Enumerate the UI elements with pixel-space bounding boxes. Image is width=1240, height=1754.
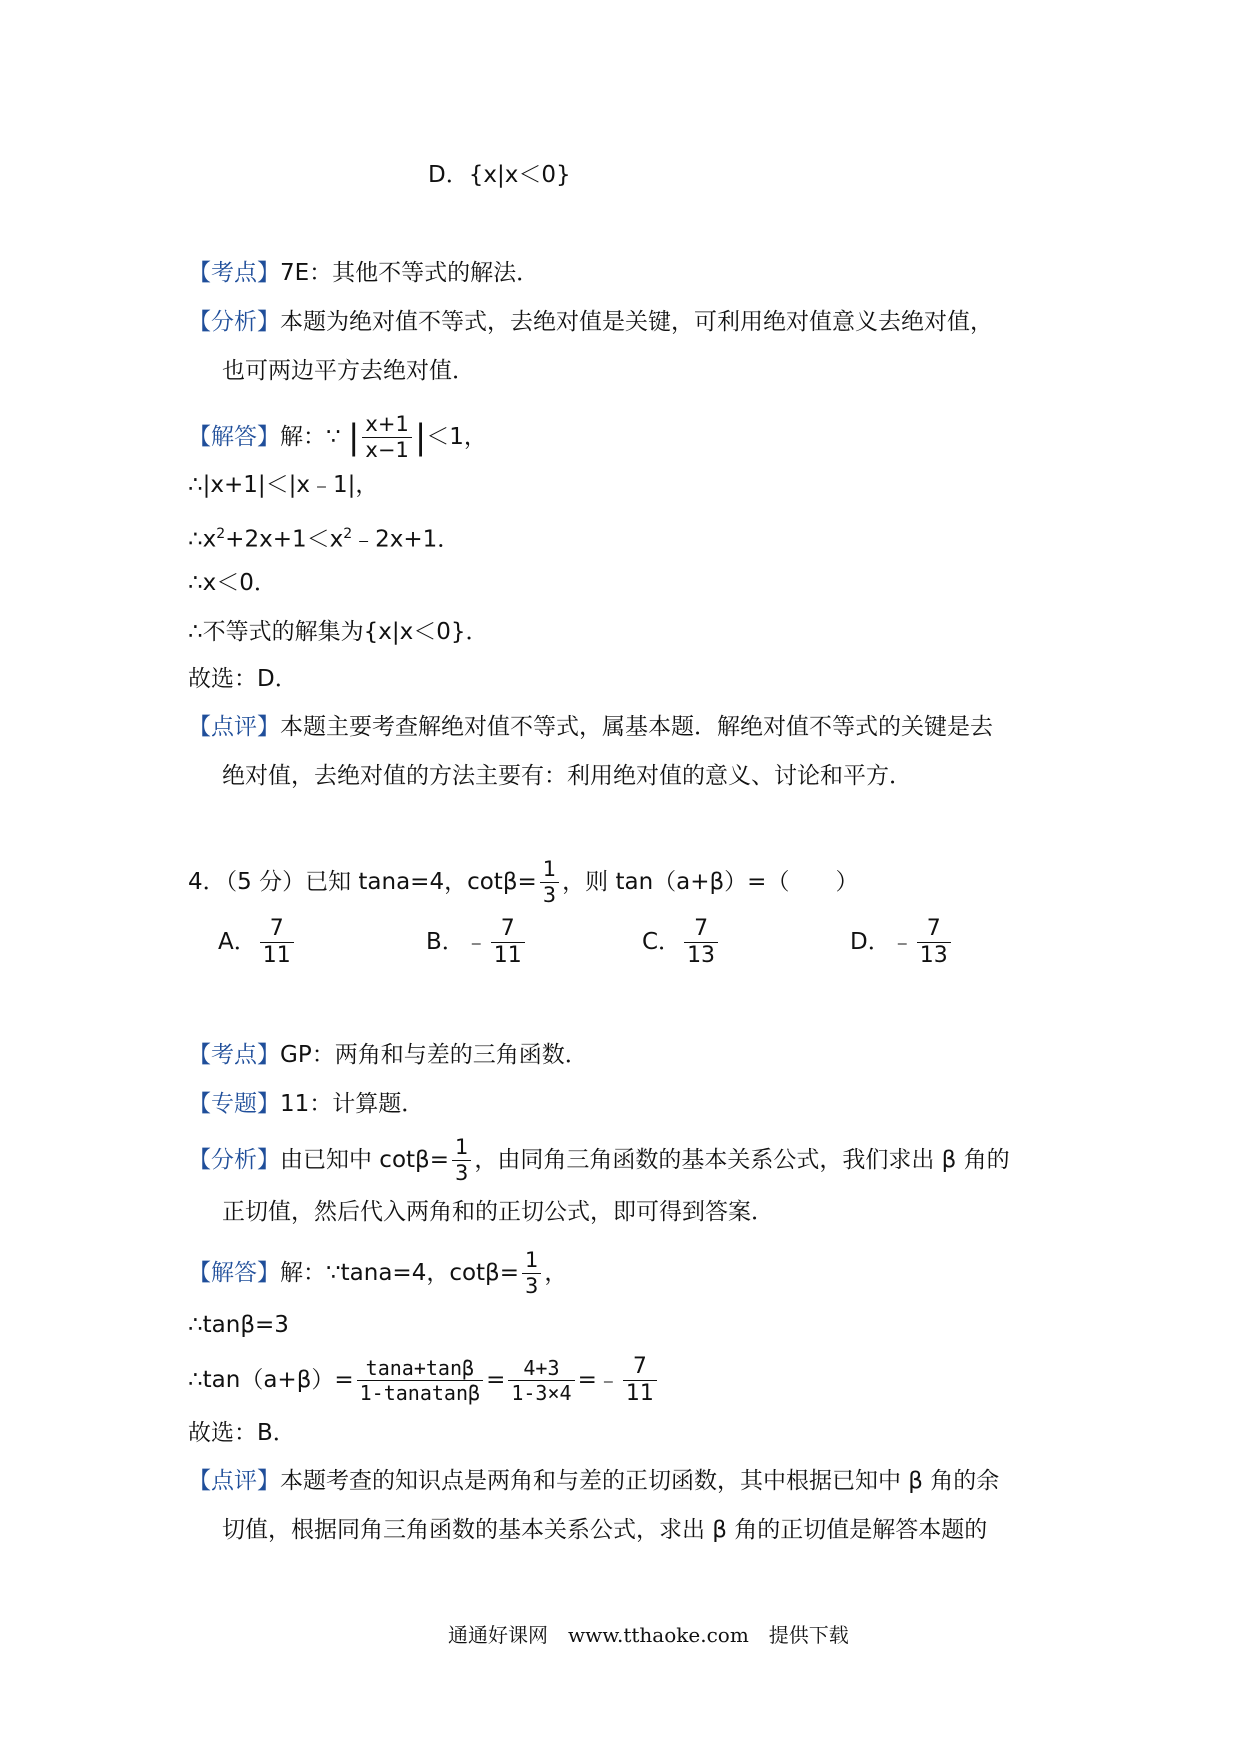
fraction-numerator: 1: [542, 857, 557, 881]
kaodian-text: 7E：其他不等式的解法．: [280, 260, 540, 286]
fraction-numerator: 4+3: [523, 1356, 560, 1380]
stem-fraction: [540, 859, 559, 906]
q4-step2: [188, 1350, 660, 1410]
jieda-part-a: 解：∵tana=4，cotβ=: [280, 1260, 520, 1286]
option-fraction: [917, 918, 951, 967]
option-label: A．: [218, 929, 257, 955]
q3-dianping-cont: 绝对值，去绝对值的方法主要有：利用绝对值的意义、讨论和平方．: [222, 763, 912, 789]
q4-fenxi: [188, 1130, 1010, 1190]
kaodian-tag: 【考点】: [188, 1042, 280, 1068]
equals-negative: =﹣: [577, 1367, 620, 1393]
q3-jieda: [188, 407, 487, 467]
superscript-two: 2: [343, 526, 353, 542]
q4-kaodian: [188, 1040, 588, 1070]
q3-fenxi-cont: 也可两边平方去绝对值．: [222, 358, 475, 384]
fraction-denominator: 11: [491, 942, 525, 967]
option-d-previous: D．{x|x＜0}: [428, 162, 571, 188]
option-sign: ﹣: [890, 929, 914, 955]
fraction-numerator: 7: [632, 1354, 647, 1379]
fenxi-text: 本题为绝对值不等式，去绝对值是关键，可利用绝对值意义去绝对值，: [280, 309, 993, 335]
result-fraction: [623, 1356, 657, 1405]
q3-fenxi: [188, 307, 993, 337]
jieda-tag: 【解答】: [188, 424, 280, 450]
q4-option-c[interactable]: [642, 918, 721, 967]
stem-part-b: ，则 tan（a+β）=（ ）: [562, 869, 859, 895]
option-label: C．: [642, 929, 682, 955]
step2-part-a: ∴tan（a+β）=: [188, 1367, 354, 1393]
fraction-denominator: 1-3×4: [508, 1380, 574, 1403]
kaodian-tag: 【考点】: [188, 260, 280, 286]
fraction-numerator: 7: [926, 916, 941, 941]
fraction-denominator: 3: [522, 1273, 541, 1297]
jieda-fraction: [522, 1250, 541, 1297]
q3-step4: ∴不等式的解集为{x|x＜0}．: [188, 619, 489, 645]
option-fraction: [260, 918, 294, 967]
q3-step3: ∴x＜0．: [188, 570, 277, 596]
fraction-denominator: 11: [623, 1380, 657, 1405]
fenxi-tag: 【分析】: [188, 309, 280, 335]
option-sign: ﹣: [464, 929, 488, 955]
superscript-two: 2: [216, 526, 226, 542]
q4-step1: ∴tanβ=3: [188, 1312, 289, 1338]
fraction-denominator: 1-tanatanβ: [357, 1380, 483, 1403]
fraction-numerator: 7: [500, 916, 515, 941]
zhuanti-text: 11：计算题．: [280, 1091, 425, 1117]
fraction-numerator: 1: [455, 1135, 469, 1159]
zhuanti-tag: 【专题】: [188, 1091, 280, 1117]
jieda-suffix: ＜1，: [426, 424, 487, 450]
step2-part-a: ∴x: [188, 526, 217, 553]
kaodian-text: GP：两角和与差的三角函数．: [280, 1042, 588, 1068]
fraction-numerator: 7: [269, 916, 284, 941]
q4-jieda: [188, 1243, 567, 1303]
abs-bar-left: |: [347, 417, 360, 458]
fraction-denominator: x−1: [362, 437, 411, 461]
dianping-text: 本题主要考查解绝对值不等式，属基本题．解绝对值不等式的关键是去: [280, 714, 993, 740]
option-fraction: [491, 918, 525, 967]
fraction-numerator: 7: [694, 916, 709, 941]
fenxi-part-b: ，由同角三角函数的基本关系公式，我们求出 β 角的: [474, 1147, 1010, 1173]
fraction-numerator: 1: [525, 1248, 539, 1272]
jieda-prefix: 解：∵: [280, 424, 341, 450]
fraction-denominator: 3: [452, 1160, 471, 1184]
equals-sign: =: [486, 1367, 506, 1393]
abs-bar-right: |: [414, 417, 427, 458]
option-label: D．: [850, 929, 891, 955]
option-label: B．: [426, 929, 465, 955]
dianping-tag: 【点评】: [188, 1468, 280, 1494]
q4-option-a[interactable]: [218, 918, 297, 967]
q3-choose: 故选：D．: [188, 666, 298, 692]
q4-dianping: [188, 1466, 999, 1496]
q3-kaodian: [188, 258, 539, 288]
step2-part-b: +2x+1＜x: [225, 526, 344, 553]
q3-step1: ∴|x+1|＜|x﹣1|，: [188, 472, 379, 498]
q4-option-b[interactable]: [426, 918, 528, 967]
step2-part-c: ﹣2x+1．: [352, 526, 461, 553]
q4-dianping-cont: 切值，根据同角三角函数的基本关系公式，求出 β 角的正切值是解答本题的: [222, 1517, 988, 1543]
q4-zhuanti: [188, 1089, 424, 1119]
q4-choose: 故选：B．: [188, 1420, 296, 1446]
jieda-tag: 【解答】: [188, 1260, 280, 1286]
fenxi-fraction: [452, 1137, 471, 1184]
fenxi-tag: 【分析】: [188, 1147, 280, 1173]
fraction-denominator: 11: [260, 942, 294, 967]
fenxi-part-a: 由已知中 cotβ=: [280, 1147, 449, 1173]
fraction-denominator: 3: [540, 882, 559, 906]
fraction-denominator: 13: [917, 942, 951, 967]
q3-step2: [188, 519, 460, 555]
jieda-part-b: ，: [544, 1260, 568, 1286]
dianping-text: 本题考查的知识点是两角和与差的正切函数，其中根据已知中 β 角的余: [280, 1468, 1000, 1494]
fraction-numerator: x+1: [365, 412, 409, 436]
q4-option-d[interactable]: [850, 918, 954, 967]
page-footer: 通通好课网 www.tthaoke.com 提供下载: [448, 1623, 849, 1647]
fraction-numerator: tana+tanβ: [365, 1356, 475, 1380]
q4-fenxi-cont: 正切值，然后代入两角和的正切公式，即可得到答案．: [222, 1199, 774, 1225]
jieda-fraction: [362, 414, 411, 461]
stem-part-a: 4．（5 分）已知 tana=4，cotβ=: [188, 869, 537, 895]
dianping-tag: 【点评】: [188, 714, 280, 740]
q3-dianping: [188, 712, 993, 742]
q4-stem: [188, 852, 858, 912]
substituted-fraction: [508, 1358, 574, 1403]
fraction-denominator: 13: [684, 942, 718, 967]
option-fraction: [684, 918, 718, 967]
sum-formula-fraction: [357, 1358, 483, 1403]
